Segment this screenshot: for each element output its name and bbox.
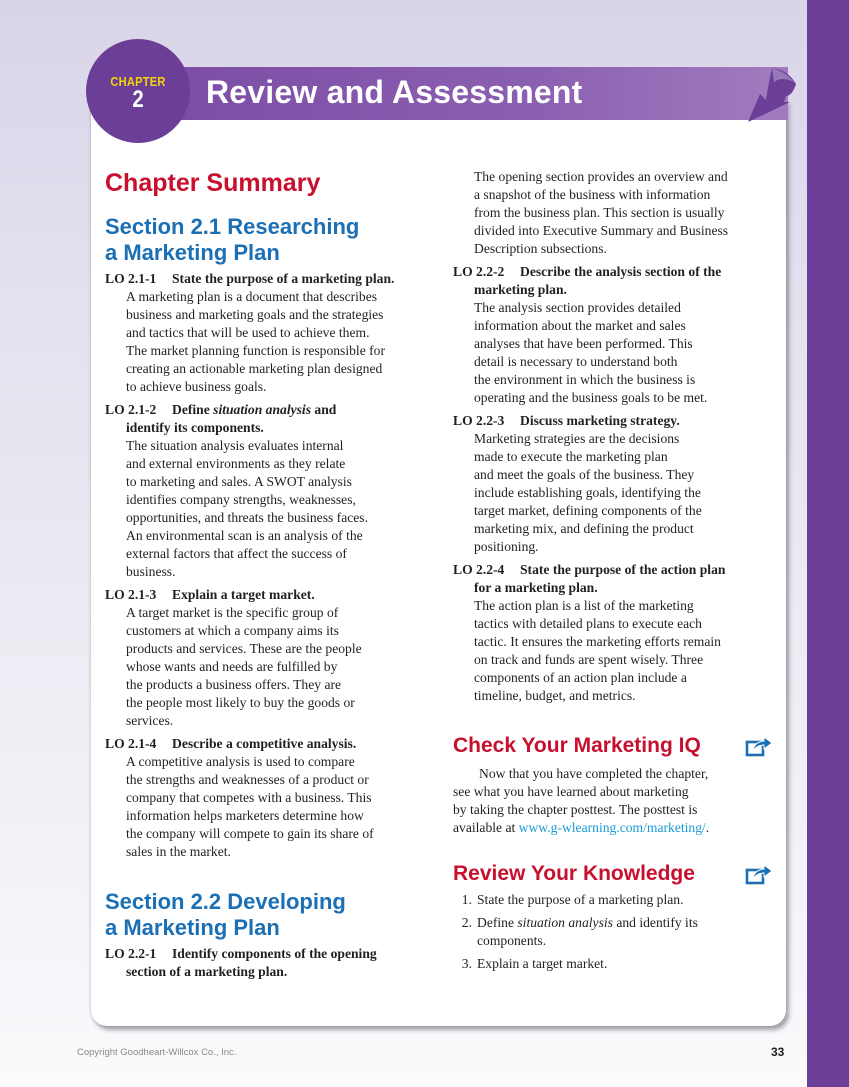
text-line: The opening section provides an overview and [474,169,728,184]
text-line: target market, defining components of the [474,503,702,518]
section-title-line: a Marketing Plan [105,240,280,265]
learning-objective-2-1-3 [105,586,435,730]
lo-heading-cont: marketing plan. [474,282,567,297]
chapter-number: 2 [132,86,144,113]
text-line: identifies company strengths, weaknesses, [126,492,356,507]
lo-title: Define [172,402,214,417]
text-line: The situation analysis evaluates internal [126,438,344,453]
lo-code: LO 2.2-3 [453,413,505,428]
lo-code: LO 2.1-3 [105,587,157,602]
text-line: positioning. [474,539,539,554]
text-line: the strengths and weaknesses of a product or [126,772,369,787]
copyright-notice: Copyright Goodheart-Willcox Co., Inc. [77,1047,237,1058]
text-line [453,819,783,837]
text-line: and tactics that will be used to achieve them. [126,325,370,340]
chapter-label: CHAPTER [110,74,166,89]
text-line: tactic. It ensures the marketing efforts remain [474,634,721,649]
page-number: 33 [771,1045,785,1059]
item-number: 3. [461,956,472,971]
text-line: products and services. These are the people [126,641,362,656]
text-line: A marketing plan is a document that describes [126,289,378,304]
text-line: made to execute the marketing plan [474,449,668,464]
lo-title: State the purpose of the action plan [520,562,726,577]
text-line: tactics with detailed plans to execute each [474,616,702,631]
text-line: to marketing and sales. A SWOT analysis [126,474,352,489]
learning-objective-2-2-4 [453,561,783,705]
lo-title: State the purpose of a marketing plan. [172,271,395,286]
text-line: analyses that have been performed. This [474,336,693,351]
lo-heading [105,401,435,419]
text-line: Marketing strategies are the decisions [474,431,680,446]
text-span: components. [477,933,547,948]
share-arrow-icon[interactable] [745,863,773,885]
lo-body [453,299,783,407]
section-title-line: Section 2.2 Developing [105,889,346,914]
text-line: see what you have learned about marketing [453,784,689,799]
lo-body [105,604,435,730]
text-line: include establishing goals, identifying the [474,485,701,500]
share-arrow-icon[interactable] [745,735,773,757]
lo-body [453,168,783,258]
text-line: the environment in which the business is [474,372,696,387]
text-line: detail is necessary to understand both [474,354,678,369]
lo-title: and [311,402,337,417]
section-title-line: a Marketing Plan [105,915,280,940]
text-line: Description subsections. [474,241,607,256]
lo-body [453,430,783,556]
review-item-1 [453,891,783,909]
chapter-badge [86,39,190,143]
term: situation analysis [517,915,613,930]
learning-objective-2-2-3 [453,412,783,556]
text-span: available at [453,820,519,835]
text-line: from the business plan. This section is usually [474,205,725,220]
lo-heading-cont: section of a marketing plan. [126,964,288,979]
right-column [453,168,783,973]
lo-heading [453,561,783,579]
lo-heading [105,586,435,604]
check-iq-heading [453,733,783,759]
text-line: marketing mix, and defining the product [474,521,694,536]
review-item-3 [453,955,783,973]
review-knowledge-heading [453,861,783,887]
item-text: State the purpose of a marketing plan. [477,892,684,907]
text-span: and identify its [612,915,698,930]
check-iq-title: Check Your Marketing IQ [453,734,701,757]
text-line: services. [126,713,174,728]
text-line: timeline, budget, and metrics. [474,688,636,703]
learning-objective-2-2-1-heading [105,945,435,981]
text-line: company that competes with a business. This [126,790,372,805]
lo-heading-cont: identify its components. [126,420,264,435]
text-line: information about the market and sales [474,318,686,333]
text-line: The action plan is a list of the marketing [474,598,694,613]
text-line: divided into Executive Summary and Business [474,223,729,238]
learning-objective-2-1-1 [105,270,435,396]
page-curl-icon [738,66,798,136]
text-line: to achieve business goals. [126,379,267,394]
text-line: The market planning function is responsible for [126,343,385,358]
right-edge-strip [807,0,849,1087]
text-span: Define [477,915,518,930]
lo-heading [105,735,435,753]
text-line: components of an action plan include a [474,670,687,685]
lo-heading [105,270,435,288]
text-line: the products a business offers. They are [126,677,342,692]
text-line: A target market is the specific group of [126,605,339,620]
check-iq-paragraph [453,765,783,837]
text-line: Now that you have completed the chapter, [479,766,709,781]
section-2-2-heading [105,889,435,941]
text-line: customers at which a company aims its [126,623,339,638]
section-2-1-heading [105,214,435,266]
lo-title-term: situation analysis [213,402,311,417]
section-title-line: Section 2.1 Researching [105,214,360,239]
text-line: the company will compete to gain its share of [126,826,374,841]
lo-code: LO 2.1-4 [105,736,157,751]
text-line: operating and the business goals to be met. [474,390,708,405]
lo-title: Discuss marketing strategy. [520,413,680,428]
lo-code: LO 2.2-2 [453,264,505,279]
text-line: The analysis section provides detailed [474,300,681,315]
review-item-2 [453,914,783,950]
lo-code: LO 2.2-1 [105,946,157,961]
text-span: . [705,820,710,835]
item-text: Explain a target market. [477,956,608,971]
lo-title: Identify components of the opening [172,946,377,961]
item-number: 1. [461,892,472,907]
text-line: An environmental scan is an analysis of the [126,528,363,543]
text-line: the people most likely to buy the goods or [126,695,355,710]
chapter-summary-heading: Chapter Summary [105,169,321,197]
learning-objective-2-2-1-body [453,168,783,258]
lo-body [105,753,435,861]
lo-body [105,288,435,396]
review-knowledge-title: Review Your Knowledge [453,862,695,885]
item-text [477,914,698,950]
text-line: sales in the market. [126,844,231,859]
text-line: business. [126,564,176,579]
lo-heading [453,263,783,281]
page-title: Review and Assessment [206,74,583,110]
text-line: by taking the chapter posttest. The posttest is [453,802,698,817]
text-line: on track and funds are spent wisely. Three [474,652,704,667]
lo-code: LO 2.1-2 [105,402,157,417]
lo-heading-cont: for a marketing plan. [474,580,598,595]
lo-title: Describe a competitive analysis. [172,736,357,751]
lo-heading [453,412,783,430]
text-line: information helps marketers determine how [126,808,364,823]
text-line: business and marketing goals and the strategies [126,307,384,322]
text-line: external factors that affect the success of [126,546,347,561]
item-number: 2. [461,915,472,930]
text-line: opportunities, and threats the business faces. [126,510,368,525]
lo-code: LO 2.1-1 [105,271,157,286]
text-line: whose wants and needs are fulfilled by [126,659,338,674]
text-line: and external environments as they relate [126,456,346,471]
review-list [453,891,783,973]
lo-heading [105,945,435,963]
lo-body [453,597,783,705]
learning-objective-2-1-2 [105,401,435,581]
lo-title: Describe the analysis section of the [520,264,722,279]
text-line: creating an actionable marketing plan designed [126,361,383,376]
learning-objective-2-2-2 [453,263,783,407]
lo-body [105,437,435,581]
lo-code: LO 2.2-4 [453,562,505,577]
text-line: and meet the goals of the business. They [474,467,695,482]
posttest-link[interactable]: www.g-wlearning.com/marketing/ [518,820,706,835]
lo-title: Explain a target market. [172,587,315,602]
text-line: a snapshot of the business with information [474,187,711,202]
left-column [105,168,435,981]
text-line: A competitive analysis is used to compare [126,754,355,769]
learning-objective-2-1-4 [105,735,435,861]
